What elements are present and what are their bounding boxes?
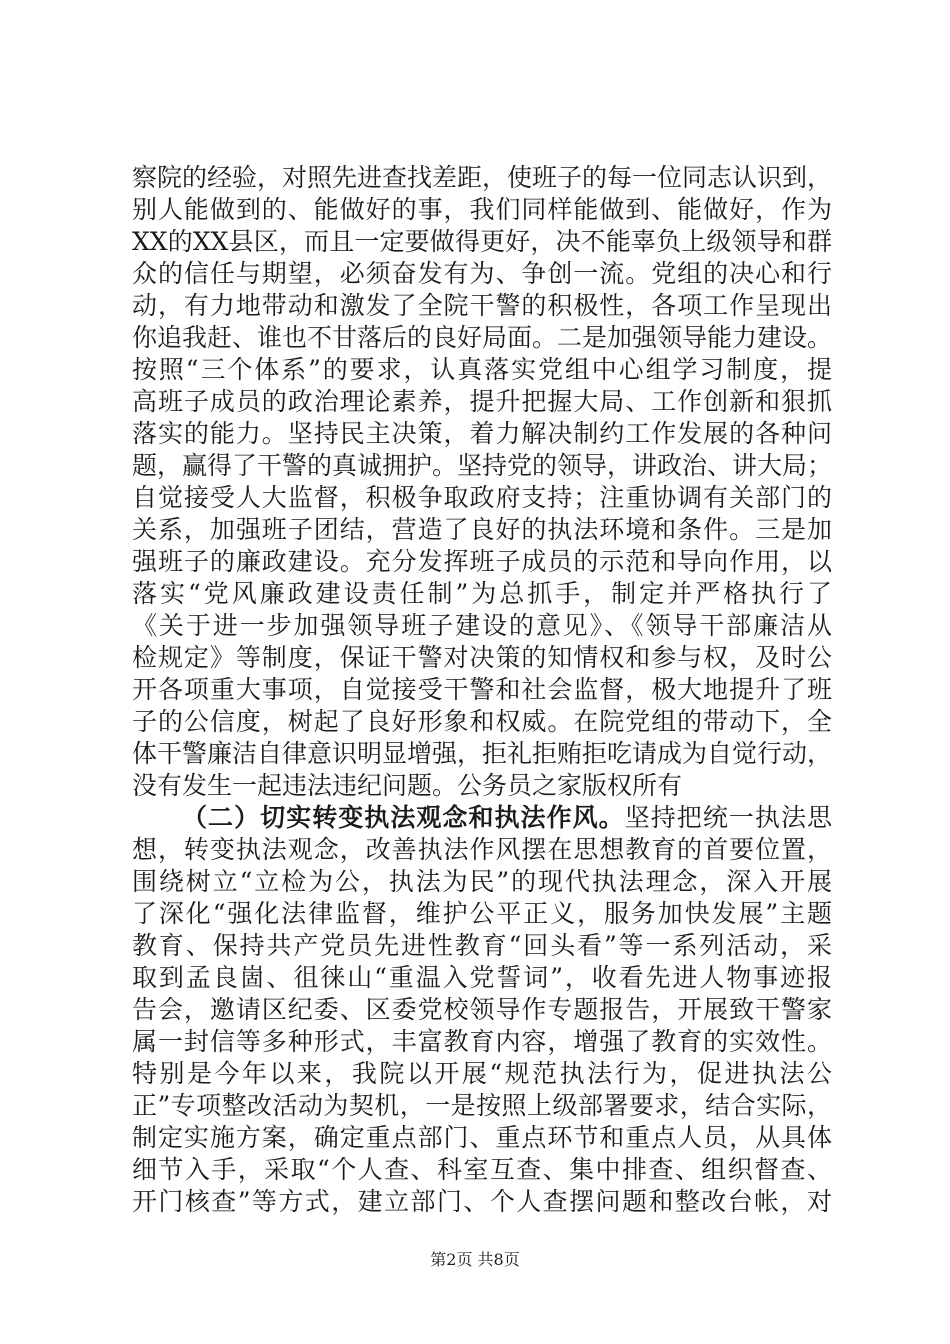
text-line: 细节入手，采取“个人查、科室互查、集中排查、组织督查、 [132,1155,832,1184]
text-line: 别人能做到的、能做好的事，我们同样能做到、能做好，作为 [132,195,832,224]
text-line: 特别是今年以来，我院以开展“规范执法行为，促进执法公 [132,1059,832,1088]
text-line: 了深化“强化法律监督，维护公平正义，服务加快发展”主题 [132,899,832,928]
paragraph-2 [132,834,832,1218]
document-body [132,162,832,1218]
text-line: 子的公信度，树起了良好形象和权威。在院党组的带动下，全 [132,707,832,736]
text-line: XX的XX县区，而且一定要做得更好，决不能辜负上级领导和群 [132,227,832,256]
text-line: 告会，邀请区纪委、区委党校领导作专题报告，开展致干警家 [132,995,832,1024]
section-2-heading: （二）切实转变执法观念和执法作风。 [182,803,625,832]
text-line: 制定实施方案，确定重点部门、重点环节和重点人员，从具体 [132,1123,832,1152]
page-footer [0,1247,950,1270]
text-line: 强班子的廉政建设。充分发挥班子成员的示范和导向作用，以 [132,547,832,576]
text-line: 围绕树立“立检为公，执法为民”的现代执法理念，深入开展 [132,867,832,896]
text-line: 开门核查”等方式，建立部门、个人查摆问题和整改台帐，对 [132,1187,832,1216]
text-line: 众的信任与期望，必须奋发有为、争创一流。党组的决心和行 [132,259,832,288]
text-line: 体干警廉洁自律意识明显增强，拒礼拒贿拒吃请成为自觉行动， [132,739,833,768]
text-line: 察院的经验，对照先进查找差距，使班子的每一位同志认识到， [132,163,833,192]
page-number: 第2页 共8页 [430,1250,520,1269]
text-line: 题，赢得了干警的真诚拥护。坚持党的领导，讲政治、讲大局； [132,451,833,480]
section-2-first-line-text: 坚持把统一执法思 [624,803,832,832]
text-line: 你追我赶、谁也不甘落后的良好局面。二是加强领导能力建设。 [132,323,833,352]
text-line: 没有发生一起违法违纪问题。公务员之家版权所有 [132,771,683,800]
text-line: 正”专项整改活动为契机，一是按照上级部署要求，结合实际， [132,1091,832,1120]
text-line: 取到孟良崮、徂徕山“重温入党誓词”，收看先进人物事迹报 [132,963,832,992]
paragraph-1 [132,162,832,802]
text-line: 按照“三个体系”的要求，认真落实党组中心组学习制度，提 [132,355,832,384]
text-line: 关系，加强班子团结，营造了良好的执法环境和条件。三是加 [132,515,832,544]
text-line: 开各项重大事项，自觉接受干警和社会监督，极大地提升了班 [132,675,832,704]
text-line: 教育、保持共产党员先进性教育“回头看”等一系列活动，采 [132,931,832,960]
text-line: 高班子成员的政治理论素养，提升把握大局、工作创新和狠抓 [132,387,832,416]
text-line: 想，转变执法观念，改善执法作风摆在思想教育的首要位置， [132,835,832,864]
text-line: 检规定》等制度，保证干警对决策的知情权和参与权，及时公 [132,643,832,672]
text-line: 自觉接受人大监督，积极争取政府支持；注重协调有关部门的 [132,483,832,512]
text-line: 《关于进一步加强领导班子建设的意见》、《领导干部廉洁从 [132,611,832,640]
text-line: 动，有力地带动和激发了全院干警的积极性，各项工作呈现出 [132,291,832,320]
text-line: 落实“党风廉政建设责任制”为总抓手，制定并严格执行了 [132,579,832,608]
text-line: 落实的能力。坚持民主决策，着力解决制约工作发展的各种问 [132,419,832,448]
section-2-first-line [132,802,832,834]
text-line: 属一封信等多种形式，丰富教育内容，增强了教育的实效性。 [132,1027,832,1056]
